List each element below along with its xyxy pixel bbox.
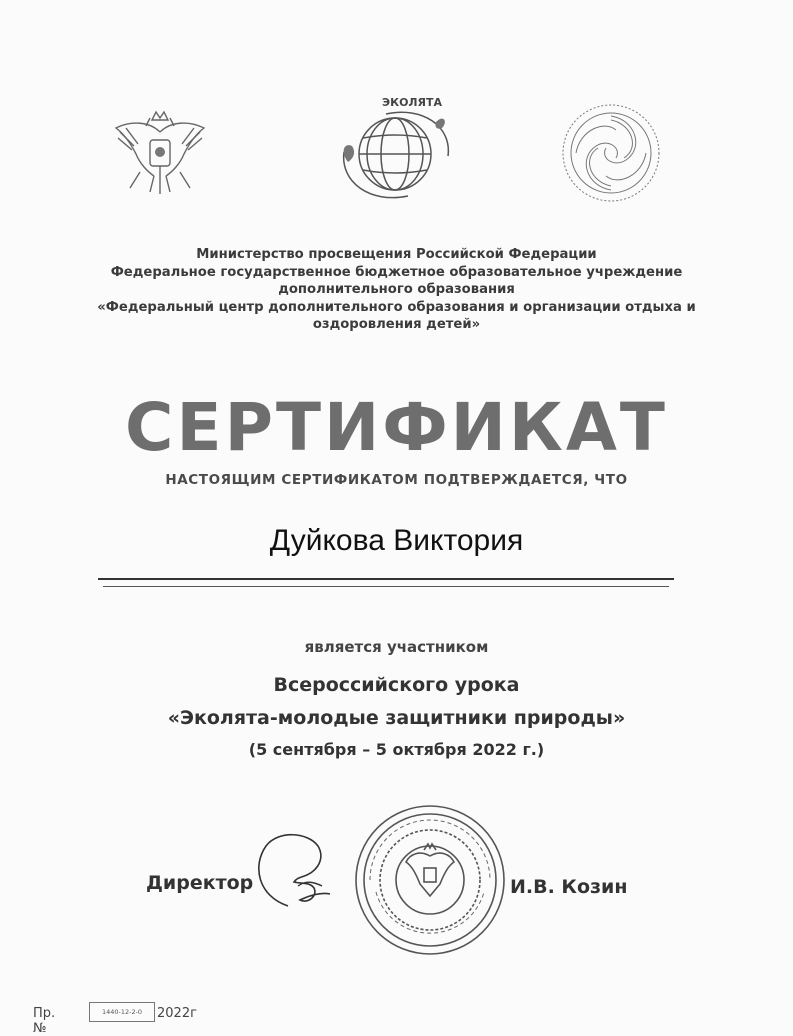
certificate-title: СЕРТИФИКАТ (125, 389, 668, 466)
organization-block (90, 246, 703, 334)
recipient-name: Дуйкова Виктория (269, 524, 524, 557)
role-text: является участником (304, 638, 489, 656)
org-line: Министерство просвещения Российской Федерации (196, 247, 597, 262)
name-underline-thin (103, 586, 669, 587)
director-signature (248, 826, 358, 920)
registration-label: Пр. № (33, 1006, 56, 1036)
director-label: Директор (146, 872, 254, 894)
logo-row (0, 92, 793, 222)
official-stamp (350, 800, 510, 964)
org-line: «Федеральный центр дополнительного образования и организации отдыха и (97, 299, 696, 315)
org-line: дополнительного образования (278, 282, 515, 297)
name-underline (98, 578, 674, 580)
federal-center-swirl-icon (556, 98, 666, 208)
event-line-2: «Эколята-молодые защитники природы» (167, 707, 626, 729)
registration-year: 2022г (157, 1006, 197, 1021)
double-headed-eagle-icon (110, 102, 210, 202)
org-line: Федеральное государственное бюджетное образовательное учреждение (110, 264, 683, 280)
org-line: оздоровления детей» (312, 317, 481, 332)
director-name: И.В. Козин (510, 876, 628, 898)
event-line-1: Всероссийского урока (273, 674, 520, 696)
registration-number: 1440-12-2-0 (89, 1002, 155, 1022)
ekolyata-globe-icon (330, 92, 460, 212)
svg-text:ЭКОЛЯТА: ЭКОЛЯТА (382, 96, 443, 109)
event-dates: (5 сентября – 5 октября 2022 г.) (248, 740, 545, 759)
certificate-subtitle: НАСТОЯЩИМ СЕРТИФИКАТОМ ПОДТВЕРЖДАЕТСЯ, ЧТО (165, 472, 628, 488)
